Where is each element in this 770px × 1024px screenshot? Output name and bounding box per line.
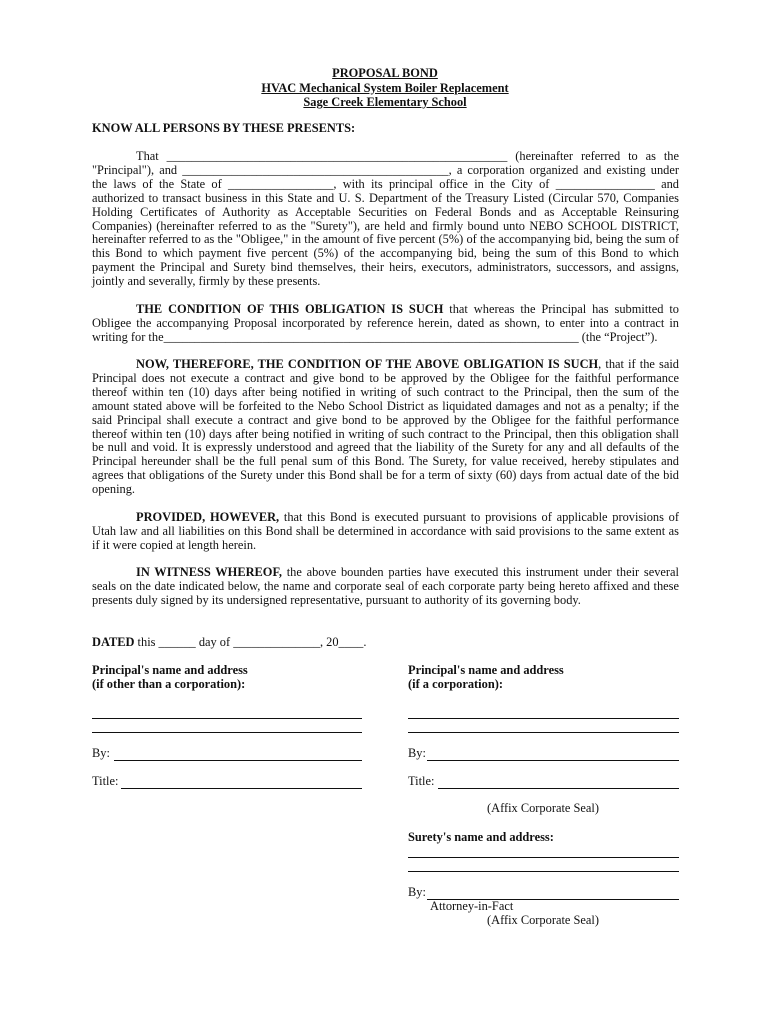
parties-paragraph	[92, 150, 679, 289]
parties-text: That _______________________________________________________ (hereinafter referred to as the "Principal"), and ___________________________________________, a corporation organized and existing under the laws of the State of _________________, with its principal office in the City of ________________ and authorized to transact business in this State and U. S. Department of the Treasury Listed (Circular 570, Companies Holding Certificates of Authority as Acceptable Securities on Federal Bonds and as Acceptable Reinsuring Companies) (hereinafter referred to as the "Surety"), are held and firmly bound unto NEBO SCHOOL DISTRICT, hereinafter referred to as the "Obligee," in the amount of five percent (5%) of the accompanying bid, being the sum of this Bond to which payment five percent (5%) of the accompanying bid, being the sum of this Bond to which payment the Principal and Surety bind themselves, their heirs, executors, administrators, successors, and assigns, jointly and severally, firmly by these presents.	[92, 149, 679, 289]
principal-corporation-heading	[408, 663, 680, 691]
principal-corporation-by-label: By:	[408, 746, 426, 760]
condition-paragraph	[92, 303, 679, 345]
witness-text: the above bounden parties have executed this instrument under their several seals on the date indicated below, the name and corporate seal of each corporate party being hereto affixed and these presents duly signed by its undersigned representative, pursuant to authority of its governing body.	[92, 565, 679, 607]
principal-individual-heading-line1: Principal's name and address	[92, 663, 248, 677]
principal-individual-heading-line2: (if other than a corporation):	[92, 677, 246, 691]
preamble: KNOW ALL PERSONS BY THESE PRESENTS:	[92, 121, 356, 135]
dated-line	[92, 636, 679, 650]
condition-text: that whereas the Principal has submitted to Obligee the accompanying Proposal incorporated by reference herein, dated as shown, to enter into a contract in writing for the___________________________________________________________________ (the “Project”).	[92, 302, 679, 344]
principal-corporation-by-line[interactable]	[427, 760, 679, 761]
project-title: HVAC Mechanical System Boiler Replacement	[261, 80, 509, 95]
principal-individual-title-label: Title:	[92, 774, 119, 788]
principal-corporation-name-line-2[interactable]	[408, 732, 679, 733]
surety-heading: Surety's name and address:	[408, 830, 554, 844]
principal-individual-name-line-2[interactable]	[92, 732, 362, 733]
principal-individual-heading	[92, 663, 364, 691]
provided-text: that this Bond is executed pursuant to provisions of applicable provisions of Utah law and all liabilities on this Bond shall be determined in accordance with said provisions to the same extent as if it were copied at length herein.	[92, 510, 679, 552]
surety-by-label: By:	[408, 885, 426, 899]
principal-individual-title-line[interactable]	[121, 788, 362, 789]
document-title-block	[0, 66, 770, 110]
document-title: PROPOSAL BOND	[332, 66, 438, 80]
principal-corporation-heading-line1: Principal's name and address	[408, 663, 564, 677]
now-therefore-text: , that if the said Principal does not execute a contract and give bond to be approved by the Obligee for the faithful performance thereof within ten (10) days after being notified in writing of such contract to the Principal, then the sum of the amount stated above will be forfeited to the Nebo School District as liquidated damages and not as a penalty; if the said Principal shall execute a contract and give bond to be approved by the Obligee for the faithful performance thereof within ten (10) days after being notified in writing of such contract to the Principal, then this obligation shall be null and void. It is expressly understood and agreed that the liability of the Surety for any and all defaults of the Principal hereunder shall be the full penal sum of this Bond. The Surety, for value received, hereby stipulates and agrees that obligations of the Surety under this Bond shall be for a term of sixty (60) days from actual date of the bid opening.	[92, 357, 679, 497]
principal-individual-by-line[interactable]	[114, 760, 362, 761]
dated-text: this ______ day of ______________, 20____.	[134, 635, 367, 649]
provided-paragraph	[92, 511, 679, 553]
now-therefore-paragraph	[92, 358, 679, 497]
principal-individual-by-label: By:	[92, 746, 110, 760]
attorney-in-fact-label: Attorney-in-Fact	[430, 899, 514, 913]
surety-name-line-2[interactable]	[408, 871, 679, 872]
school-name: Sage Creek Elementary School	[303, 95, 467, 109]
principal-individual-name-line-1[interactable]	[92, 718, 362, 719]
provided-lead: PROVIDED, HOWEVER,	[136, 510, 280, 524]
witness-paragraph	[92, 566, 679, 608]
now-therefore-lead: NOW, THEREFORE, THE CONDITION OF THE ABOVE OBLIGATION IS SUCH	[136, 357, 599, 371]
corporate-seal-note: (Affix Corporate Seal)	[487, 801, 599, 815]
principal-corporation-heading-line2: (if a corporation):	[408, 677, 503, 691]
dated-label: DATED	[92, 635, 135, 649]
surety-seal-note: (Affix Corporate Seal)	[487, 913, 599, 927]
condition-lead: THE CONDITION OF THIS OBLIGATION IS SUCH	[136, 302, 444, 316]
principal-corporation-title-line[interactable]	[438, 788, 679, 789]
witness-lead: IN WITNESS WHEREOF,	[136, 565, 282, 579]
surety-name-line-1[interactable]	[408, 857, 679, 858]
principal-corporation-title-label: Title:	[408, 774, 435, 788]
principal-corporation-name-line-1[interactable]	[408, 718, 679, 719]
